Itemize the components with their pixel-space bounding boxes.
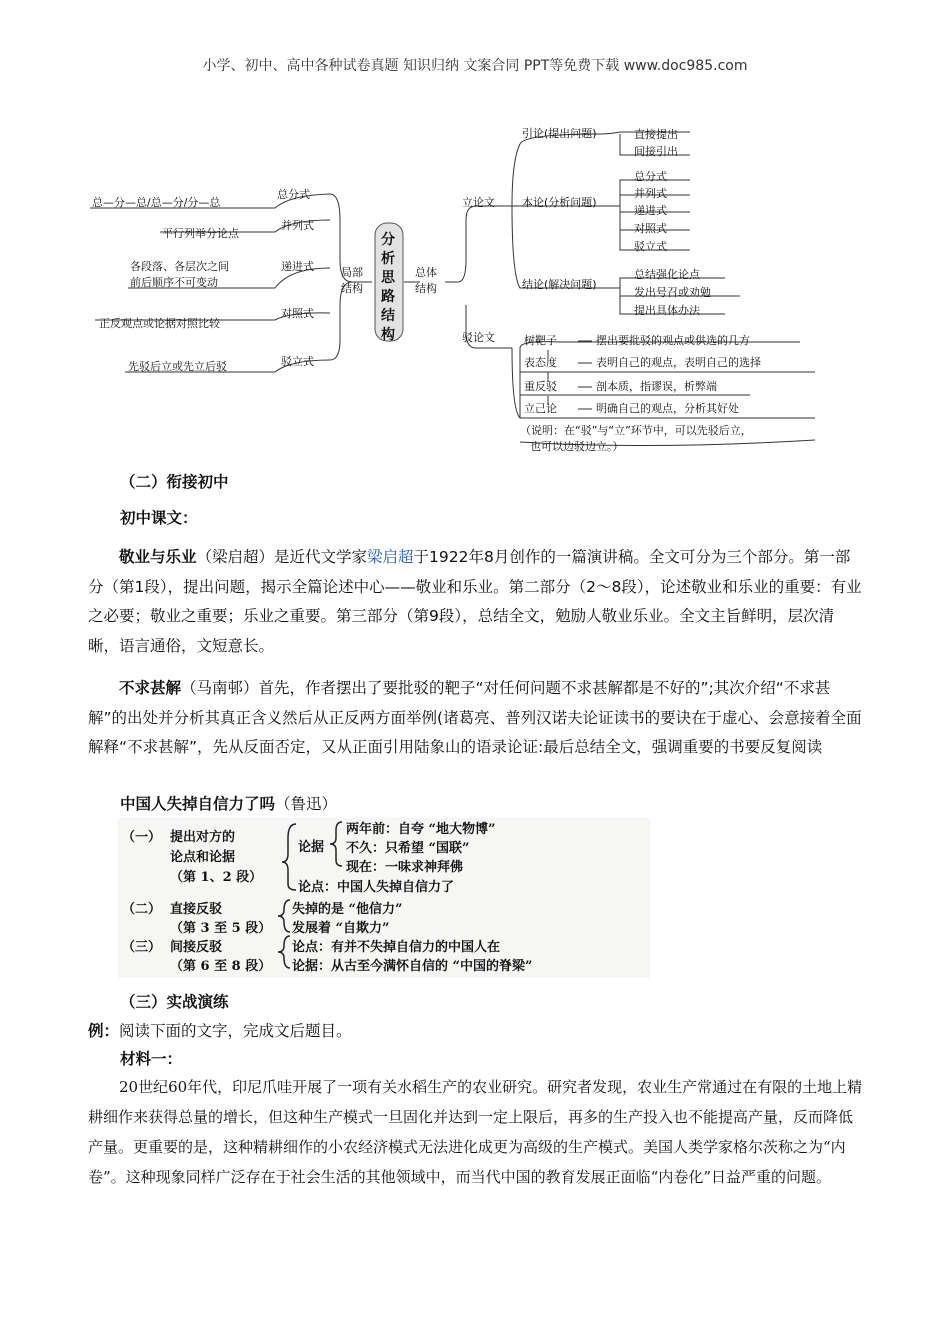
p2-title: 不求甚解 xyxy=(119,679,182,697)
section-2-subtitle: 初中课文： xyxy=(120,509,198,527)
lx-s1-lunju: 论据 xyxy=(298,840,325,855)
mm-part-1: 引论(提出问题) xyxy=(522,127,597,140)
lx-s3-title2: （第 6 至 8 段） xyxy=(170,959,272,974)
section-2-title: （二）衔接初中 xyxy=(120,473,229,491)
analysis-structure-mindmap xyxy=(0,110,950,460)
lx-s3-num: （三） xyxy=(122,940,162,955)
example-text: 阅读下面的文字，完成文后题目。 xyxy=(119,1022,352,1040)
p3-title: 中国人失掉自信力了吗 xyxy=(120,795,276,813)
mm-p2-item-3: 递进式 xyxy=(634,204,667,217)
lx-s1-title1: 提出对方的 xyxy=(170,830,236,845)
mm-center-5: 结 xyxy=(381,308,395,324)
p1-text-1: （梁启超）是近代文学家 xyxy=(196,548,368,566)
example-label: 例： xyxy=(88,1022,120,1040)
mm-local-3: 递进式 xyxy=(281,260,314,273)
mm-bolun: 驳论文 xyxy=(462,331,495,344)
mm-part-2: 本论(分析问题) xyxy=(522,196,597,209)
lx-s2-item-1: 失掉的是 “他信力” xyxy=(292,902,403,917)
material-1-title: 材料一： xyxy=(120,1050,183,1068)
mm-center-4: 路 xyxy=(381,289,395,305)
mm-local-5: 驳立式 xyxy=(281,355,314,368)
mm-step-3: 重反驳 xyxy=(524,380,557,393)
mm-p2-item-5: 驳立式 xyxy=(634,240,667,253)
mm-step-1-desc: 摆出要批驳的观点或供选的几方 xyxy=(596,334,750,347)
mm-center-6: 构 xyxy=(381,327,395,343)
mm-arrows xyxy=(548,341,592,409)
p3-heading xyxy=(120,792,337,814)
lx-s2-item-2: 发展着 “自欺力” xyxy=(292,921,390,936)
mm-local-3-desc-2: 前后顺序不可变动 xyxy=(130,276,218,289)
mm-local-label-2: 结构 xyxy=(341,282,363,295)
mm-step-4: 立己论 xyxy=(524,402,557,415)
lx-s1-num: （一） xyxy=(122,830,162,845)
mm-local-label-1: 局部 xyxy=(341,266,363,279)
mm-bracket-right xyxy=(458,206,512,348)
lx-s1-item-2: 不久：只希望 “国联” xyxy=(346,841,470,856)
mm-p3-item-2: 发出号召或劝勉 xyxy=(634,286,711,299)
lx-s3-item-2: 论据：从古至今满怀自信的 “中国的脊梁” xyxy=(292,959,533,974)
lx-brace-3 xyxy=(278,936,290,968)
mm-local-2: 并列式 xyxy=(281,219,314,232)
liangqichao-link[interactable]: 梁启超 xyxy=(367,548,414,566)
lx-brace-1b xyxy=(330,822,342,866)
p2-text: （马南邨）首先，作者摆出了要批驳的靶子“对任何问题不求甚解都是不好的”;其次介绍“不求甚解”的出处并分析其真正含义然后从正反两方面举例(诸葛亮、普列汉诺夫论证读书的要诀在于虚心、会意接着全面解释“不求甚解”，先从反面否定，又从正面引用陆象山的语录论证:最后总结全文，强调重要的书要反复阅读 xyxy=(88,679,862,756)
luxun-structure-diagram xyxy=(118,818,650,978)
p1-text-2: 于1922年8月创作的一篇演讲稿。全文可分为三个部分。第一部分（第1段），提出问题，揭示全篇论述中心——敬业和乐业。第二部分（2～8段），论述敬业和乐业的重要：有业之必要；敬业之重要；乐业之重要。第三部分（第9段），总结全文，勉励人敬业乐业。全文主旨鲜明，层次清晰，语言通俗，文短意长。 xyxy=(88,548,862,655)
mm-note-2: 也可以边驳边立。） xyxy=(530,440,624,453)
mm-p3-item-3: 提出具体办法 xyxy=(634,304,700,317)
lx-brace-2 xyxy=(278,900,290,932)
lx-s1-item-3: 现在：一味求神拜佛 xyxy=(346,860,464,875)
mm-step-2-desc: 表明自己的观点，表明自己的选择 xyxy=(596,356,761,369)
mm-local-1: 总分式 xyxy=(277,188,310,201)
p1-title: 敬业与乐业 xyxy=(119,548,197,566)
mm-local-3-desc-1: 各段落、各层次之间 xyxy=(130,260,229,273)
paragraph-buqiushenjie xyxy=(88,674,863,763)
mm-step-2: 表态度 xyxy=(524,356,557,369)
lx-s1-title2: 论点和论据 xyxy=(170,850,236,865)
lx-s1-title3: （第 1、2 段） xyxy=(170,870,263,885)
mm-local-5-desc: 先驳后立或先立后驳 xyxy=(128,360,227,373)
material-1-text: 20世纪60年代，印尼爪哇开展了一项有关水稻生产的农业研究。研究者发现，农业生产常通过在有限的土地上精耕细作来获得总量的增长，但这种生产模式一旦固化并达到一定上限后，再多的生产投入也不能提高产量，反而降低产量。更重要的是，这种精耕细作的小农经济模式无法进化成更为高级的生产模式。美国人类学家格尔茨称之为“内卷”。这种现象同样广泛存在于社会生活的其他领域中，而当代中国的教育发展正面临“内卷化”日益严重的问题。 xyxy=(88,1078,863,1186)
mm-local-1-desc: 总—分—总/总—分/分—总 xyxy=(92,196,221,209)
lx-s3-item-1: 论点：有并不失掉自信力的中国人在 xyxy=(292,940,501,955)
mm-center-2: 析 xyxy=(381,251,395,267)
mm-local-4-desc: 正反观点或论据对照比较 xyxy=(99,317,220,330)
mm-step-1: 树靶子 xyxy=(524,334,557,347)
mm-local-2-desc: 平行列举分论点 xyxy=(162,227,239,240)
lx-brace-1 xyxy=(282,824,296,890)
mm-center-1: 分 xyxy=(381,232,395,248)
lx-s1-item-1: 两年前：自夸 “地大物博” xyxy=(346,822,496,837)
p3-author: （鲁迅） xyxy=(275,795,338,813)
mm-part-3: 结论(解决问题) xyxy=(522,278,597,291)
page-header: 小学、初中、高中各种试卷真题 知识归纳 文案合同 PPT等免费下载 www.doc985.com xyxy=(202,58,748,74)
lx-s1-lundian: 论点：中国人失掉自信力了 xyxy=(298,880,455,895)
lx-s2-num: （二） xyxy=(122,902,162,917)
mm-p3-item-1: 总结强化论点 xyxy=(634,268,700,281)
lx-s2-title2: （第 3 至 5 段） xyxy=(170,921,272,936)
mm-overall-label-1: 总体 xyxy=(415,266,437,279)
mm-center-3: 思 xyxy=(381,270,395,286)
mm-overall-label-2: 结构 xyxy=(415,282,437,295)
section-3-title: （三）实战演练 xyxy=(120,993,229,1011)
mm-p2-item-1: 总分式 xyxy=(634,170,667,183)
mm-lilun: 立论文 xyxy=(462,196,495,209)
mm-p1-item-1: 直接提出 xyxy=(634,128,678,141)
mm-local-4: 对照式 xyxy=(281,307,314,320)
mm-step-3-desc: 剖本质，指谬误，析弊端 xyxy=(596,380,717,393)
example-line xyxy=(88,1019,352,1041)
lx-s3-title1: 间接反驳 xyxy=(170,940,223,955)
paragraph-jingye xyxy=(88,543,863,661)
mm-p2-item-4: 对照式 xyxy=(634,222,667,235)
mm-p1-item-2: 间接引出 xyxy=(634,145,678,158)
mm-step-4-desc: 明确自己的观点，分析其好处 xyxy=(596,402,739,415)
mm-note-1: （说明：在“驳”与“立”环节中，可以先驳后立， xyxy=(520,424,752,437)
mm-p2-item-2: 并列式 xyxy=(634,187,667,200)
lx-s2-title1: 直接反驳 xyxy=(170,902,223,917)
